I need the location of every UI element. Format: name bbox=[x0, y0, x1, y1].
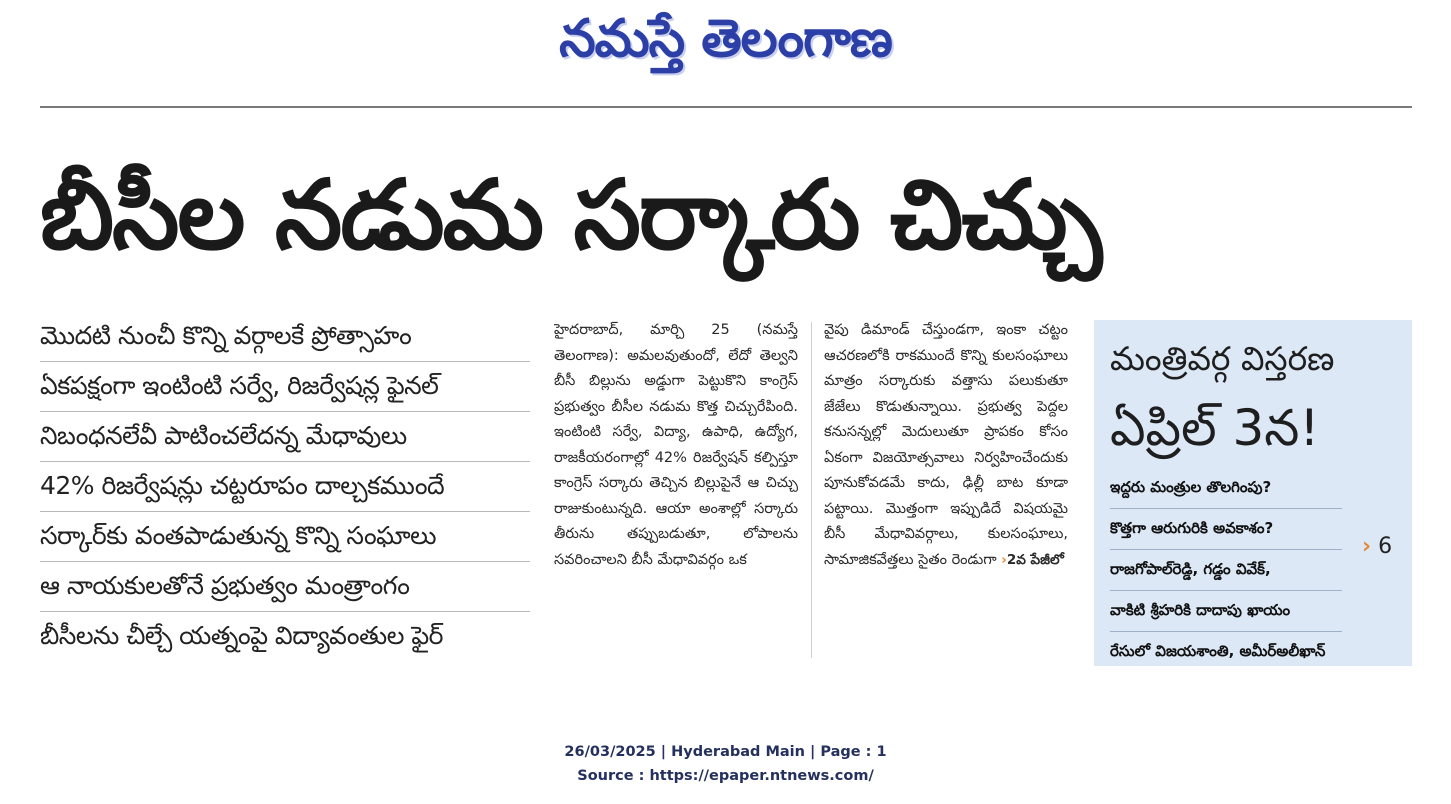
highlight-item: మొదటి నుంచీ కొన్ని వర్గాలకే ప్రోత్సాహం bbox=[40, 312, 530, 362]
sidebar-title-line1: మంత్రివర్గ విస్తరణ bbox=[1110, 339, 1335, 378]
masthead-divider bbox=[40, 106, 1412, 108]
column-divider bbox=[811, 322, 812, 658]
highlight-item: 42% రిజర్వేషన్లు చట్టరూపం దాల్చకముందే bbox=[40, 462, 530, 512]
chevron-right-icon: › bbox=[1001, 551, 1007, 568]
highlight-item: బీసీలను చీల్చే యత్నంపై విద్యావంతుల ఫైర్ bbox=[40, 621, 443, 650]
sidebar-item: వాకిటి శ్రీహరికి దాదాపు ఖాయం bbox=[1110, 591, 1342, 632]
main-headline: బీసీల నడుమ సర్కారు చిచ్చు bbox=[40, 159, 1101, 271]
sidebar-item: రాజగోపాల్‌రెడ్డి, గడ్డం వివేక్, bbox=[1110, 550, 1342, 591]
page-footer bbox=[0, 740, 1451, 788]
highlight-item: నిబంధనలేవీ పాటించలేదన్న మేధావులు bbox=[40, 412, 530, 462]
continued-label: 2వ పేజీలో bbox=[1006, 551, 1064, 568]
sidebar-page-number: 6 bbox=[1378, 534, 1393, 559]
masthead-logo: నమస్తే తెలంగాణ bbox=[559, 9, 892, 69]
sidebar-item: రేసులో విజయశాంతి, అమీర్‌అలీఖాన్ bbox=[1110, 642, 1326, 660]
sidebar-page-link[interactable] bbox=[1362, 534, 1392, 559]
article-column-2-text: వైపు డిమాండ్ చేస్తుండగా, ఇంకా చట్టం ఆచరణలోకి రాకముందే కొన్ని కులసంఘాలు మాత్రం సర్కారుకు వత్తాసు పలుకుతూ జేజేలు కొడుతున్నాయి. ప్రభుత్వ పెద్దల కనుసన్నల్లో మెదులుతూ ప్రాపకం కోసం ఏకంగా విజయోత్సవాలు నిర్వహించేందుకు పూనుకోవడమే కాదు, ఢిల్లీ బాట కూడా పట్టాయి. మొత్తంగా ఇప్పుడిదే విషయమై బీసీ మేధావివర్గాలు, కులసంఘాలు, సామాజికవేత్తలు సైతం రెండుగా bbox=[824, 322, 1068, 568]
article-column-1: హైదరాబాద్, మార్చి 25 (నమస్తే తెలంగాణ): అమలవుతుందో, లేదో తెల్వని బీసీ బిల్లును అడ్డుగా పెట్టుకొని కాంగ్రెస్ ప్రభుత్వం బీసీల నడుమ కొత్త చిచ్చురేపింది. ఇంటింటి సర్వే, విద్యా, ఉపాధి, ఉద్యోగ, రాజకీయరంగాల్లో 42% రిజర్వేషన్ కల్పిస్తూ కాంగ్రెస్ సర్కారు తెచ్చిన బిల్లుపైనే ఆ చిచ్చు రాజుకుంటున్నది. ఆయా అంశాల్లో సర్కారు తీరును తప్పుబడుతూ, లోపాలను సవరించాలని బీసీ మేధావివర్గం ఒక bbox=[554, 322, 798, 568]
sidebar-box bbox=[1094, 320, 1412, 666]
highlight-item: సర్కార్‌కు వంతపాడుతున్న కొన్ని సంఘాలు bbox=[40, 512, 530, 562]
chevron-right-icon: › bbox=[1362, 534, 1372, 559]
highlight-item: ఆ నాయకులతోనే ప్రభుత్వం మంత్రాంగం bbox=[40, 562, 530, 612]
footer-edition-info: 26/03/2025 | Hyderabad Main | Page : 1 bbox=[564, 744, 887, 760]
highlights-list bbox=[40, 312, 530, 661]
sidebar-items bbox=[1110, 468, 1342, 672]
sidebar-title-line2: ఏప్రిల్ 3న! bbox=[1110, 399, 1320, 457]
footer-source: Source : https://epaper.ntnews.com/ bbox=[577, 768, 874, 784]
highlight-item: ఏకపక్షంగా ఇంటింటి సర్వే, రిజర్వేషన్ల ఫైనల్ bbox=[40, 362, 530, 412]
continued-link[interactable] bbox=[1001, 552, 1064, 568]
article-column-2 bbox=[824, 318, 1068, 658]
sidebar-item: కొత్తగా ఆరుగురికి అవకాశం? bbox=[1110, 509, 1342, 550]
sidebar-item: ఇద్దరు మంత్రుల తొలగింపు? bbox=[1110, 468, 1342, 509]
